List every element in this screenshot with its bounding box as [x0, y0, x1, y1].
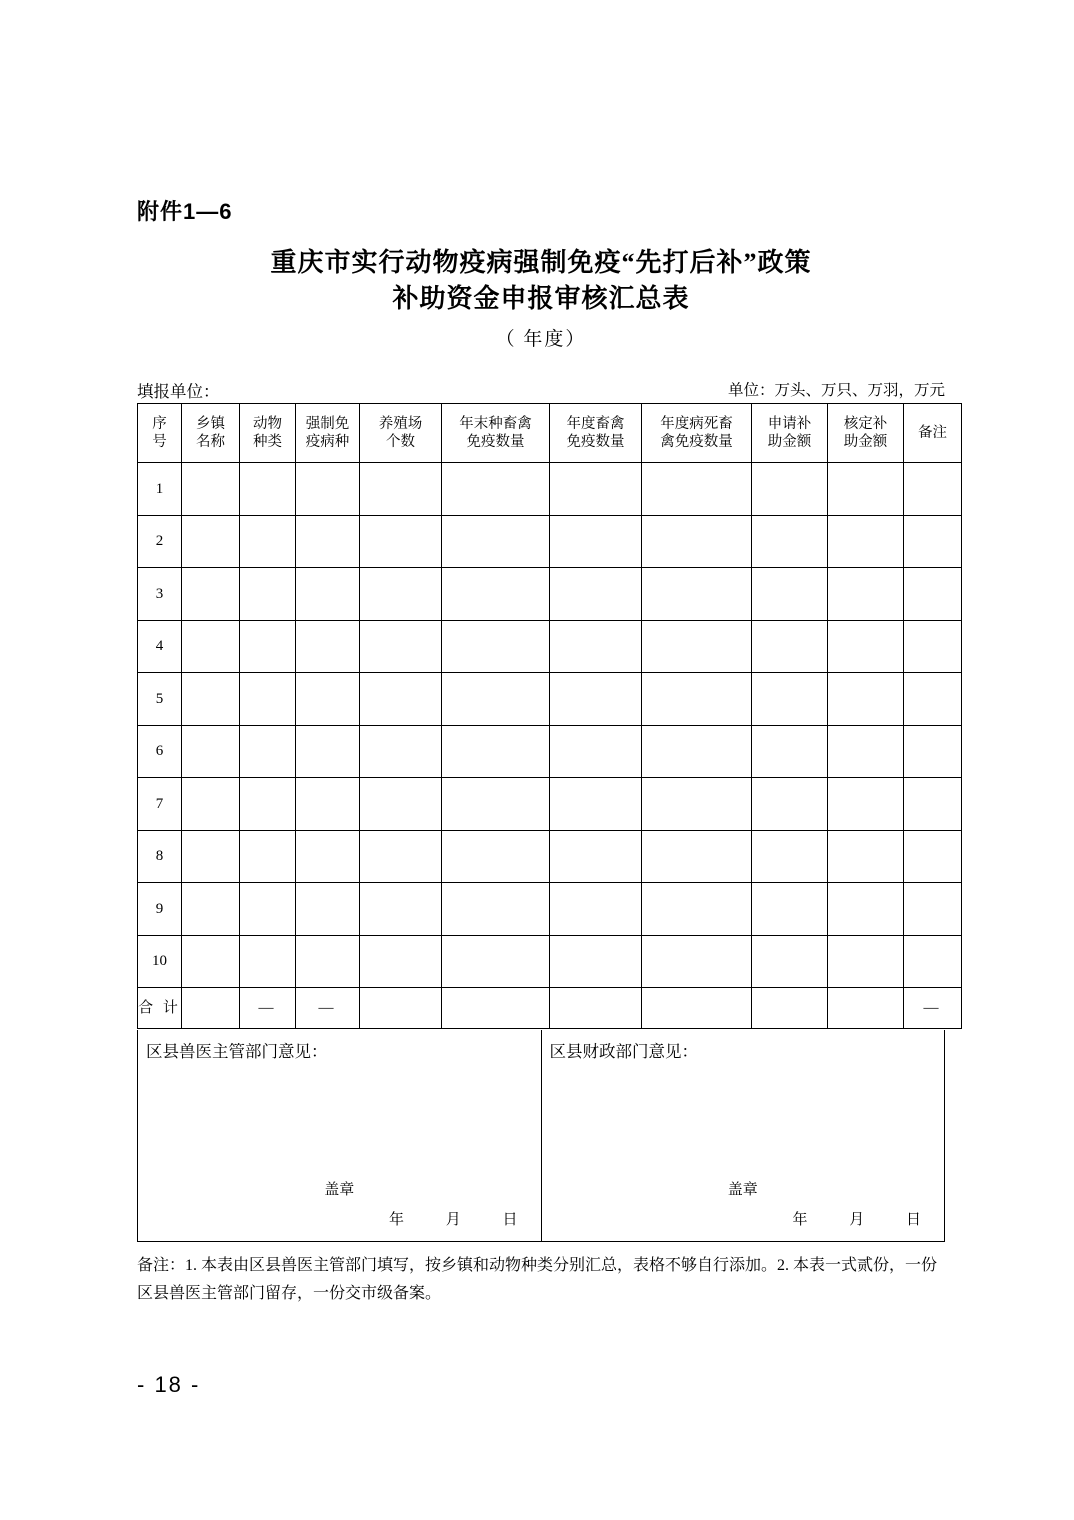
row-index: 4 — [138, 620, 182, 673]
cell-disease[interactable] — [296, 935, 360, 988]
veterinary-date-line — [353, 1208, 519, 1229]
table-header-row — [138, 404, 962, 463]
cell-breeding-stock[interactable] — [442, 620, 550, 673]
cell-annual-livestock[interactable] — [550, 463, 642, 516]
header-line-2: 种类 — [253, 434, 282, 450]
meta-row — [137, 378, 945, 400]
cell-township[interactable] — [182, 620, 240, 673]
cell-annual-livestock[interactable] — [550, 568, 642, 621]
cell-disease[interactable] — [296, 620, 360, 673]
cell-annual-livestock[interactable] — [550, 673, 642, 726]
cell-animal-type[interactable] — [240, 725, 296, 778]
row-index: 5 — [138, 673, 182, 726]
cell-breeding-stock[interactable] — [442, 725, 550, 778]
header-line-1: 序 — [152, 416, 167, 432]
cell-farm-count[interactable] — [360, 568, 442, 621]
cell-breeding-stock[interactable] — [442, 935, 550, 988]
header-line-1: 养殖场 — [378, 416, 423, 432]
cell-applied-amount[interactable] — [752, 568, 828, 621]
table-header-cell-township — [182, 404, 240, 463]
finance-opinion-cell[interactable] — [542, 1030, 945, 1241]
table-header-cell-animal-type — [240, 404, 296, 463]
table-row — [138, 568, 962, 621]
cell-approved-amount[interactable] — [828, 935, 904, 988]
cell-animal-type[interactable] — [240, 515, 296, 568]
cell-breeding-stock[interactable] — [442, 568, 550, 621]
table-header-cell-farm-count — [360, 404, 442, 463]
header-line-2: 免疫数量 — [466, 434, 525, 450]
cell-animal-type[interactable] — [240, 620, 296, 673]
table-header-cell-annual-livestock — [550, 404, 642, 463]
table-header-cell-index — [138, 404, 182, 463]
summary-label: 合 计 — [138, 988, 182, 1029]
cell-township[interactable] — [182, 463, 240, 516]
cell-dead-livestock[interactable] — [642, 673, 752, 726]
cell-animal-type[interactable] — [240, 463, 296, 516]
cell-annual-livestock[interactable] — [550, 725, 642, 778]
attachment-label: 附件1—6 — [137, 199, 233, 224]
summary-cell-township[interactable] — [182, 988, 240, 1029]
header-line-1: 年末种畜禽 — [459, 416, 532, 432]
summary-cell-annual-livestock[interactable] — [550, 988, 642, 1029]
summary-cell-dead-livestock[interactable] — [642, 988, 752, 1029]
header-line-2: 助金额 — [767, 434, 812, 450]
row-index: 6 — [138, 725, 182, 778]
cell-applied-amount[interactable] — [752, 830, 828, 883]
cell-remarks[interactable] — [904, 830, 962, 883]
cell-applied-amount[interactable] — [752, 725, 828, 778]
table-header-cell-disease — [296, 404, 360, 463]
cell-approved-amount[interactable] — [828, 883, 904, 936]
table-row — [138, 620, 962, 673]
cell-animal-type[interactable] — [240, 778, 296, 831]
cell-applied-amount[interactable] — [752, 883, 828, 936]
cell-disease[interactable] — [296, 725, 360, 778]
table-header-cell-breeding-stock — [442, 404, 550, 463]
cell-annual-livestock[interactable] — [550, 515, 642, 568]
header-line-1: 乡镇 — [196, 416, 225, 432]
header-line-1: 强制免 — [305, 416, 350, 432]
cell-township[interactable] — [182, 515, 240, 568]
date-month-label: 月 — [445, 1212, 462, 1228]
date-day-label: 日 — [502, 1212, 519, 1228]
opinion-section — [137, 1030, 945, 1242]
table-header-cell-applied-amount — [752, 404, 828, 463]
table-row — [138, 830, 962, 883]
page-number: - 18 - — [137, 1372, 201, 1397]
cell-farm-count[interactable] — [360, 830, 442, 883]
cell-animal-type[interactable] — [240, 568, 296, 621]
table-row — [138, 778, 962, 831]
cell-township[interactable] — [182, 725, 240, 778]
veterinary-seal-label: 盖章 — [324, 1182, 355, 1198]
row-index: 2 — [138, 515, 182, 568]
header-line-1: 年度病死畜 — [660, 416, 733, 432]
cell-approved-amount[interactable] — [828, 778, 904, 831]
summary-cell-breeding-stock[interactable] — [442, 988, 550, 1029]
cell-applied-amount[interactable] — [752, 463, 828, 516]
finance-opinion-label: 区县财政部门意见： — [549, 1042, 698, 1061]
cell-dead-livestock[interactable] — [642, 568, 752, 621]
cell-breeding-stock[interactable] — [442, 463, 550, 516]
table-header-cell-approved-amount — [828, 404, 904, 463]
cell-remarks[interactable] — [904, 778, 962, 831]
date-year-label: 年 — [388, 1212, 405, 1228]
table-header-cell-dead-livestock — [642, 404, 752, 463]
summary-cell-remarks: — — [904, 988, 962, 1029]
summary-cell-applied-amount[interactable] — [752, 988, 828, 1029]
cell-remarks[interactable] — [904, 515, 962, 568]
cell-approved-amount[interactable] — [828, 515, 904, 568]
table-row — [138, 883, 962, 936]
cell-breeding-stock[interactable] — [442, 778, 550, 831]
cell-farm-count[interactable] — [360, 935, 442, 988]
cell-animal-type[interactable] — [240, 673, 296, 726]
cell-approved-amount[interactable] — [828, 568, 904, 621]
cell-farm-count[interactable] — [360, 883, 442, 936]
cell-approved-amount[interactable] — [828, 830, 904, 883]
cell-farm-count[interactable] — [360, 725, 442, 778]
cell-remarks[interactable] — [904, 883, 962, 936]
cell-applied-amount[interactable] — [752, 515, 828, 568]
row-index: 8 — [138, 830, 182, 883]
finance-date-line — [756, 1208, 922, 1229]
header-line-1: 动物 — [253, 416, 282, 432]
page-title-line-1: 重庆市实行动物疫病强制免疫“先打后补”政策 — [270, 248, 812, 277]
row-index: 9 — [138, 883, 182, 936]
date-month-label: 月 — [849, 1212, 866, 1228]
header-line-2: 禽免疫数量 — [660, 434, 733, 450]
title-block — [137, 245, 945, 357]
cell-breeding-stock[interactable] — [442, 515, 550, 568]
header-line-1: 申请补 — [767, 416, 812, 432]
cell-animal-type[interactable] — [240, 830, 296, 883]
cell-township[interactable] — [182, 830, 240, 883]
cell-remarks[interactable] — [904, 568, 962, 621]
cell-disease[interactable] — [296, 515, 360, 568]
cell-farm-count[interactable] — [360, 463, 442, 516]
header-line-2: 免疫数量 — [566, 434, 625, 450]
cell-township[interactable] — [182, 673, 240, 726]
veterinary-opinion-cell[interactable] — [138, 1030, 542, 1241]
summary-table — [137, 403, 962, 1029]
cell-applied-amount[interactable] — [752, 935, 828, 988]
table-summary-row — [138, 988, 962, 1029]
cell-animal-type[interactable] — [240, 935, 296, 988]
cell-dead-livestock[interactable] — [642, 620, 752, 673]
table-row — [138, 935, 962, 988]
cell-remarks[interactable] — [904, 463, 962, 516]
cell-farm-count[interactable] — [360, 778, 442, 831]
cell-township[interactable] — [182, 778, 240, 831]
table-row — [138, 515, 962, 568]
cell-dead-livestock[interactable] — [642, 463, 752, 516]
cell-annual-livestock[interactable] — [550, 778, 642, 831]
row-index: 3 — [138, 568, 182, 621]
unit-label: 单位：万头、万只、万羽，万元 — [727, 382, 945, 399]
cell-disease[interactable] — [296, 673, 360, 726]
title-year-field: （ 年度） — [495, 329, 587, 350]
header-line-1: 年度畜禽 — [566, 416, 625, 432]
row-index: 10 — [138, 935, 182, 988]
table-row — [138, 463, 962, 516]
table-row — [138, 725, 962, 778]
summary-cell-animal-type: — — [240, 988, 296, 1029]
cell-remarks[interactable] — [904, 620, 962, 673]
finance-seal-label: 盖章 — [727, 1182, 758, 1198]
cell-approved-amount[interactable] — [828, 463, 904, 516]
cell-farm-count[interactable] — [360, 620, 442, 673]
cell-annual-livestock[interactable] — [550, 935, 642, 988]
row-index: 1 — [138, 463, 182, 516]
cell-disease[interactable] — [296, 883, 360, 936]
summary-cell-approved-amount[interactable] — [828, 988, 904, 1029]
cell-approved-amount[interactable] — [828, 673, 904, 726]
cell-annual-livestock[interactable] — [550, 883, 642, 936]
cell-dead-livestock[interactable] — [642, 725, 752, 778]
cell-approved-amount[interactable] — [828, 620, 904, 673]
cell-remarks[interactable] — [904, 935, 962, 988]
cell-animal-type[interactable] — [240, 883, 296, 936]
row-index: 7 — [138, 778, 182, 831]
cell-dead-livestock[interactable] — [642, 830, 752, 883]
cell-disease[interactable] — [296, 778, 360, 831]
cell-dead-livestock[interactable] — [642, 778, 752, 831]
summary-cell-farm-count[interactable] — [360, 988, 442, 1029]
cell-applied-amount[interactable] — [752, 673, 828, 726]
header-line-2: 个数 — [386, 434, 415, 450]
cell-remarks[interactable] — [904, 673, 962, 726]
footnote: 备注：1. 本表由区县兽医主管部门填写，按乡镇和动物种类分别汇总，表格不够自行添加。2. 本表一式贰份，一份区县兽医主管部门留存，一份交市级备案。 — [137, 1257, 938, 1302]
cell-annual-livestock[interactable] — [550, 620, 642, 673]
date-day-label: 日 — [905, 1212, 922, 1228]
header-line-1: 备注 — [918, 425, 947, 441]
summary-cell-disease: — — [296, 988, 360, 1029]
cell-breeding-stock[interactable] — [442, 883, 550, 936]
date-year-label: 年 — [792, 1212, 809, 1228]
veterinary-opinion-label: 区县兽医主管部门意见： — [146, 1042, 328, 1061]
header-line-2: 号 — [152, 434, 167, 450]
cell-disease[interactable] — [296, 568, 360, 621]
cell-applied-amount[interactable] — [752, 620, 828, 673]
cell-applied-amount[interactable] — [752, 778, 828, 831]
cell-township[interactable] — [182, 935, 240, 988]
cell-dead-livestock[interactable] — [642, 935, 752, 988]
cell-breeding-stock[interactable] — [442, 830, 550, 883]
cell-farm-count[interactable] — [360, 515, 442, 568]
page-title-line-2: 补助资金申报审核汇总表 — [392, 284, 690, 313]
header-line-2: 助金额 — [843, 434, 888, 450]
cell-annual-livestock[interactable] — [550, 830, 642, 883]
cell-disease[interactable] — [296, 830, 360, 883]
cell-township[interactable] — [182, 568, 240, 621]
cell-remarks[interactable] — [904, 725, 962, 778]
cell-dead-livestock[interactable] — [642, 515, 752, 568]
cell-approved-amount[interactable] — [828, 725, 904, 778]
table-header-cell-remarks — [904, 404, 962, 463]
header-line-2: 疫病种 — [305, 434, 350, 450]
table-row — [138, 673, 962, 726]
header-line-2: 名称 — [196, 434, 225, 450]
reporting-unit-label: 填报单位： — [137, 382, 220, 401]
header-line-1: 核定补 — [843, 416, 888, 432]
cell-breeding-stock[interactable] — [442, 673, 550, 726]
cell-farm-count[interactable] — [360, 673, 442, 726]
cell-dead-livestock[interactable] — [642, 883, 752, 936]
cell-township[interactable] — [182, 883, 240, 936]
cell-disease[interactable] — [296, 463, 360, 516]
